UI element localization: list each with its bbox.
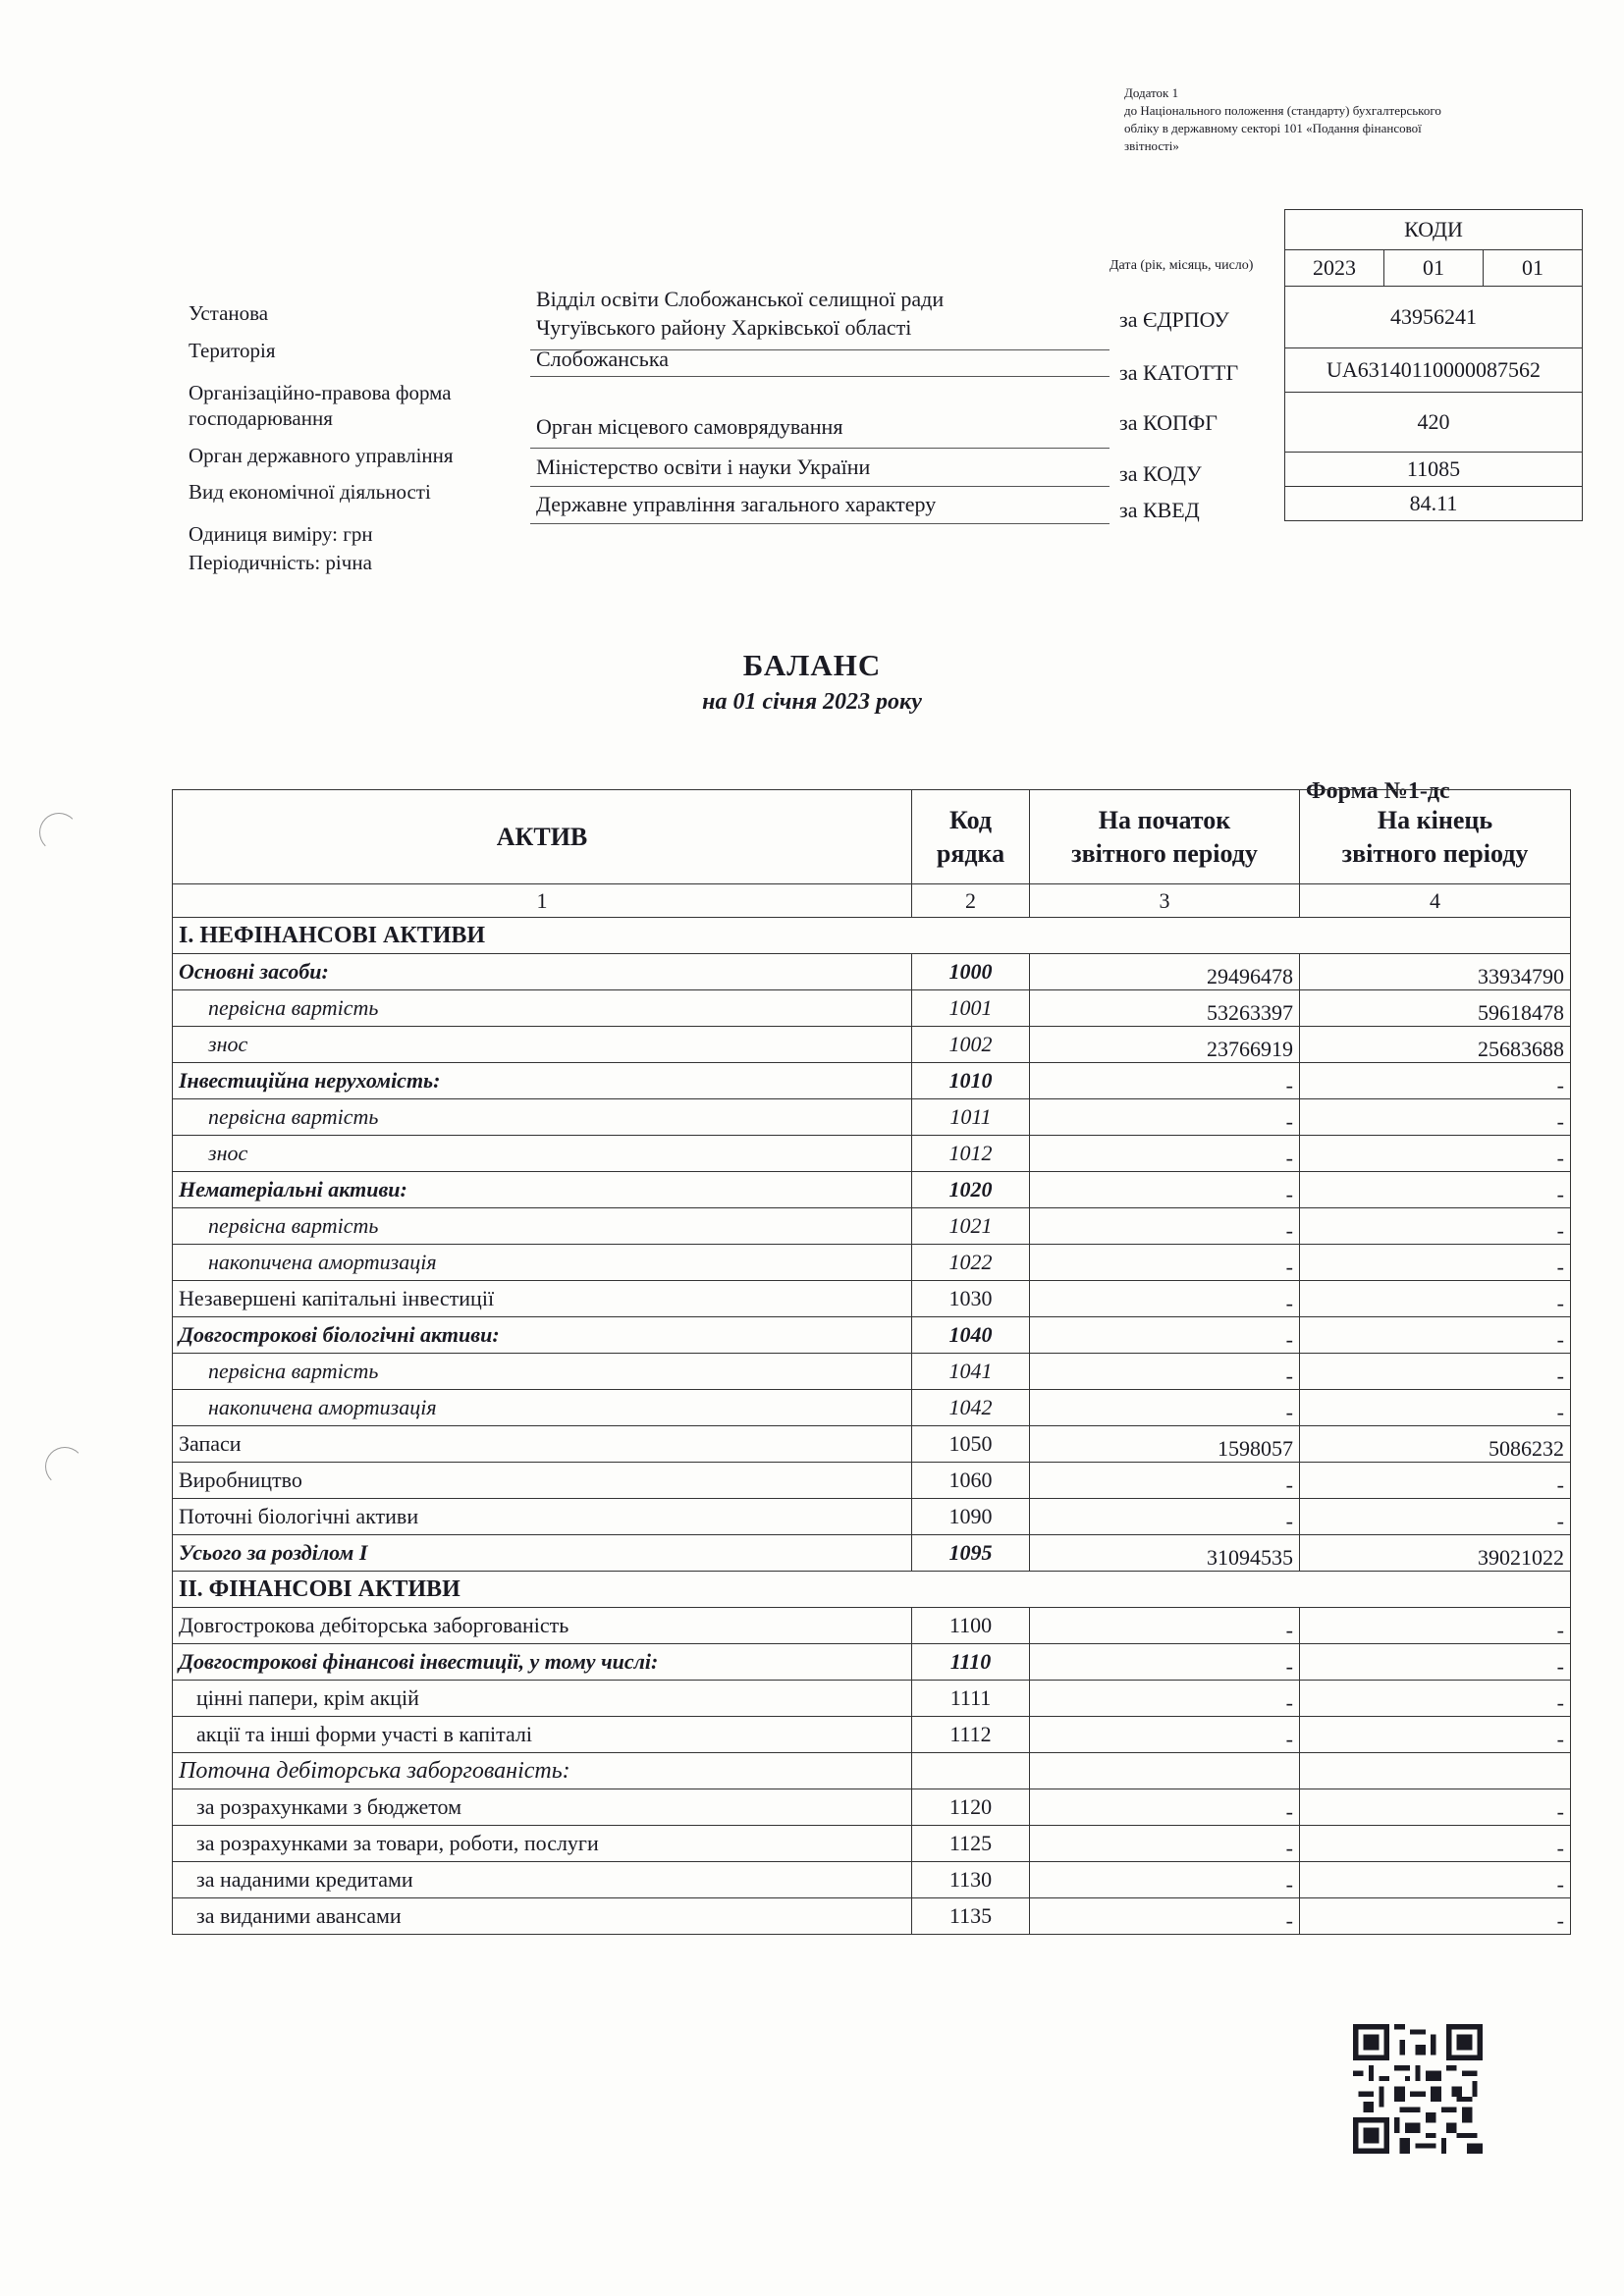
periodicity-label: Періодичність: річна — [189, 551, 372, 574]
divider — [530, 448, 1110, 449]
row-end-value: 5086232 — [1300, 1426, 1571, 1463]
row-label: первісна вартість — [173, 990, 912, 1027]
annex-line: обліку в державному секторі 101 «Подання фінансової — [1124, 121, 1422, 135]
section-row — [173, 918, 1571, 954]
row-end-value: - — [1300, 1136, 1571, 1172]
row-code — [912, 1753, 1030, 1789]
col-header-asset: АКТИВ — [173, 790, 912, 884]
table-row — [173, 1608, 1571, 1644]
annex-line: Додаток 1 — [1124, 85, 1179, 100]
row-end-value: - — [1300, 1208, 1571, 1245]
table-row — [173, 1499, 1571, 1535]
institution-value: Відділ освіти Слобожанської селищної ради — [536, 287, 945, 311]
table-row — [173, 1681, 1571, 1717]
row-label: Поточні біологічні активи — [173, 1499, 912, 1535]
row-label: первісна вартість — [173, 1208, 912, 1245]
row-code: 1022 — [912, 1245, 1030, 1281]
row-start-value: 23766919 — [1030, 1027, 1300, 1063]
col-number: 3 — [1030, 884, 1300, 918]
row-code: 1112 — [912, 1717, 1030, 1753]
divider — [530, 486, 1110, 487]
annex-note — [1124, 84, 1556, 155]
row-code: 1100 — [912, 1608, 1030, 1644]
row-start-value: - — [1030, 1463, 1300, 1499]
row-end-value: 39021022 — [1300, 1535, 1571, 1572]
section-title: І. НЕФІНАНСОВІ АКТИВИ — [173, 918, 1571, 954]
row-end-value — [1300, 1753, 1571, 1789]
row-code: 1130 — [912, 1862, 1030, 1898]
row-label: Основні засоби: — [173, 954, 912, 990]
unit-label: Одиниця виміру: грн — [189, 522, 373, 546]
table-row — [173, 954, 1571, 990]
row-code: 1002 — [912, 1027, 1030, 1063]
row-label: накопичена амортизація — [173, 1390, 912, 1426]
row-start-value: - — [1030, 1172, 1300, 1208]
row-start-value: - — [1030, 1644, 1300, 1681]
row-label: Довгострокові фінансові інвестиції, у тому числі: — [173, 1644, 912, 1681]
row-end-value: - — [1300, 1681, 1571, 1717]
row-code: 1095 — [912, 1535, 1030, 1572]
row-start-value: 29496478 — [1030, 954, 1300, 990]
row-end-value: - — [1300, 1898, 1571, 1935]
table-row — [173, 1426, 1571, 1463]
table-row — [173, 1789, 1571, 1826]
activity-value: Державне управління загального характеру — [536, 492, 937, 516]
row-label: акції та інші форми участі в капіталі — [173, 1717, 912, 1753]
row-start-value: - — [1030, 1499, 1300, 1535]
table-row — [173, 1136, 1571, 1172]
row-code: 1020 — [912, 1172, 1030, 1208]
annex-line: до Національного положення (стандарту) бухгалтерського — [1124, 103, 1441, 118]
row-label: знос — [173, 1027, 912, 1063]
row-code: 1111 — [912, 1681, 1030, 1717]
form-number: Форма №1-дс — [1306, 778, 1450, 804]
date-label: Дата (рік, місяць, число) — [1110, 258, 1254, 273]
row-label: первісна вартість — [173, 1354, 912, 1390]
col-number: 1 — [173, 884, 912, 918]
row-label: Незавершені капітальні інвестиції — [173, 1281, 912, 1317]
row-label: накопичена амортизація — [173, 1245, 912, 1281]
row-end-value: - — [1300, 1826, 1571, 1862]
row-end-value: - — [1300, 1245, 1571, 1281]
balance-table — [172, 789, 1571, 1935]
org-form-value: Орган місцевого самоврядування — [536, 414, 843, 439]
row-start-value: 1598057 — [1030, 1426, 1300, 1463]
row-code: 1042 — [912, 1390, 1030, 1426]
row-start-value: - — [1030, 1789, 1300, 1826]
row-code: 1012 — [912, 1136, 1030, 1172]
row-code: 1125 — [912, 1826, 1030, 1862]
row-end-value: - — [1300, 1390, 1571, 1426]
edrpou-label: за ЄДРПОУ — [1119, 307, 1229, 332]
row-code: 1000 — [912, 954, 1030, 990]
gov-body-value: Міністерство освіти і науки України — [536, 454, 871, 479]
row-code: 1060 — [912, 1463, 1030, 1499]
row-start-value: - — [1030, 1898, 1300, 1935]
row-end-value: - — [1300, 1354, 1571, 1390]
row-label: за виданими авансами — [173, 1898, 912, 1935]
row-end-value: 33934790 — [1300, 954, 1571, 990]
edrpou-code: 43956241 — [1285, 287, 1583, 348]
date-day: 01 — [1484, 250, 1583, 287]
table-row — [173, 990, 1571, 1027]
row-end-value: - — [1300, 1172, 1571, 1208]
section-title: ІІ. ФІНАНСОВІ АКТИВИ — [173, 1572, 1571, 1608]
divider — [530, 523, 1110, 524]
col-number: 4 — [1300, 884, 1571, 918]
date-month: 01 — [1384, 250, 1484, 287]
row-code: 1050 — [912, 1426, 1030, 1463]
row-end-value: - — [1300, 1644, 1571, 1681]
section-row — [173, 1572, 1571, 1608]
row-label: Запаси — [173, 1426, 912, 1463]
territory-label: Територія — [189, 339, 276, 362]
table-row — [173, 1717, 1571, 1753]
kved-code: 84.11 — [1285, 487, 1583, 521]
row-end-value: - — [1300, 1281, 1571, 1317]
row-code: 1120 — [912, 1789, 1030, 1826]
row-label: Усього за розділом І — [173, 1535, 912, 1572]
row-end-value: - — [1300, 1499, 1571, 1535]
row-code: 1041 — [912, 1354, 1030, 1390]
row-end-value: - — [1300, 1063, 1571, 1099]
institution-value-2: Чугуївського району Харківської області — [536, 315, 912, 340]
row-label: за розрахунками з бюджетом — [173, 1789, 912, 1826]
row-label: Виробництво — [173, 1463, 912, 1499]
institution-label: Установа — [189, 301, 269, 325]
row-start-value: - — [1030, 1717, 1300, 1753]
kved-label: за КВЕД — [1119, 498, 1200, 522]
table-row — [173, 1390, 1571, 1426]
kopfg-label: за КОПФГ — [1119, 410, 1218, 435]
row-start-value: 31094535 — [1030, 1535, 1300, 1572]
row-label: Нематеріальні активи: — [173, 1172, 912, 1208]
row-start-value: - — [1030, 1826, 1300, 1862]
row-start-value: - — [1030, 1608, 1300, 1644]
row-start-value: - — [1030, 1245, 1300, 1281]
katottg-label: за КАТОТТГ — [1119, 360, 1239, 385]
row-label: Довгострокові біологічні активи: — [173, 1317, 912, 1354]
row-start-value: - — [1030, 1317, 1300, 1354]
row-end-value: - — [1300, 1317, 1571, 1354]
date-year: 2023 — [1285, 250, 1384, 287]
row-end-value: - — [1300, 1789, 1571, 1826]
row-start-value: - — [1030, 1354, 1300, 1390]
table-row — [173, 1354, 1571, 1390]
row-start-value — [1030, 1753, 1300, 1789]
row-code: 1001 — [912, 990, 1030, 1027]
table-row — [173, 1862, 1571, 1898]
table-row — [173, 1172, 1571, 1208]
row-label: Інвестиційна нерухомість: — [173, 1063, 912, 1099]
row-start-value: - — [1030, 1136, 1300, 1172]
table-row — [173, 1027, 1571, 1063]
table-row — [173, 1099, 1571, 1136]
table-row — [173, 1753, 1571, 1789]
table-row — [173, 1281, 1571, 1317]
row-end-value: - — [1300, 1608, 1571, 1644]
row-code: 1010 — [912, 1063, 1030, 1099]
row-end-value: - — [1300, 1717, 1571, 1753]
table-row — [173, 1063, 1571, 1099]
katottg-code: UA63140110000087562 — [1285, 348, 1583, 393]
row-code: 1135 — [912, 1898, 1030, 1935]
row-end-value: 25683688 — [1300, 1027, 1571, 1063]
row-code: 1030 — [912, 1281, 1030, 1317]
row-start-value: - — [1030, 1281, 1300, 1317]
row-code: 1040 — [912, 1317, 1030, 1354]
row-start-value: - — [1030, 1862, 1300, 1898]
row-start-value: - — [1030, 1390, 1300, 1426]
col-header-code: Код рядка — [912, 790, 1030, 884]
table-row — [173, 1463, 1571, 1499]
row-end-value: - — [1300, 1862, 1571, 1898]
kodu-label: за КОДУ — [1119, 461, 1202, 486]
codes-table — [1284, 209, 1583, 521]
table-row — [173, 1317, 1571, 1354]
col-number: 2 — [912, 884, 1030, 918]
table-row — [173, 1245, 1571, 1281]
row-start-value: - — [1030, 1063, 1300, 1099]
kodu-code: 11085 — [1285, 453, 1583, 487]
row-end-value: 59618478 — [1300, 990, 1571, 1027]
qr-code-icon — [1353, 2024, 1483, 2154]
divider — [530, 376, 1110, 377]
row-start-value: - — [1030, 1208, 1300, 1245]
row-label: за розрахунками за товари, роботи, послуги — [173, 1826, 912, 1862]
activity-label: Вид економічної діяльності — [189, 480, 431, 504]
row-code: 1090 — [912, 1499, 1030, 1535]
col-header-end: На кінець звітного періоду — [1300, 790, 1571, 884]
table-row — [173, 1535, 1571, 1572]
row-label: первісна вартість — [173, 1099, 912, 1136]
org-form-label-2: господарювання — [189, 406, 333, 430]
table-row — [173, 1208, 1571, 1245]
row-start-value: - — [1030, 1681, 1300, 1717]
row-label: знос — [173, 1136, 912, 1172]
kopfg-code: 420 — [1285, 393, 1583, 453]
page-title: БАЛАНС — [742, 648, 882, 682]
row-start-value: 53263397 — [1030, 990, 1300, 1027]
row-label: цінні папери, крім акцій — [173, 1681, 912, 1717]
col-header-start: На початок звітного періоду — [1030, 790, 1300, 884]
annex-line: звітності» — [1124, 138, 1179, 153]
row-code: 1110 — [912, 1644, 1030, 1681]
gov-body-label: Орган державного управління — [189, 444, 454, 467]
row-code: 1021 — [912, 1208, 1030, 1245]
row-label: Поточна дебіторська заборгованість: — [173, 1753, 912, 1789]
row-code: 1011 — [912, 1099, 1030, 1136]
territory-value: Слобожанська — [536, 347, 669, 371]
page-subtitle: на 01 січня 2023 року — [702, 689, 922, 715]
org-form-label: Організаційно-правова форма — [189, 381, 452, 404]
codes-header: КОДИ — [1285, 210, 1583, 250]
row-end-value: - — [1300, 1463, 1571, 1499]
table-row — [173, 1826, 1571, 1862]
table-row — [173, 1898, 1571, 1935]
punch-hole — [39, 813, 79, 852]
table-row — [173, 1644, 1571, 1681]
row-end-value: - — [1300, 1099, 1571, 1136]
row-label: Довгострокова дебіторська заборгованість — [173, 1608, 912, 1644]
row-label: за наданими кредитами — [173, 1862, 912, 1898]
punch-hole — [45, 1447, 84, 1486]
row-start-value: - — [1030, 1099, 1300, 1136]
